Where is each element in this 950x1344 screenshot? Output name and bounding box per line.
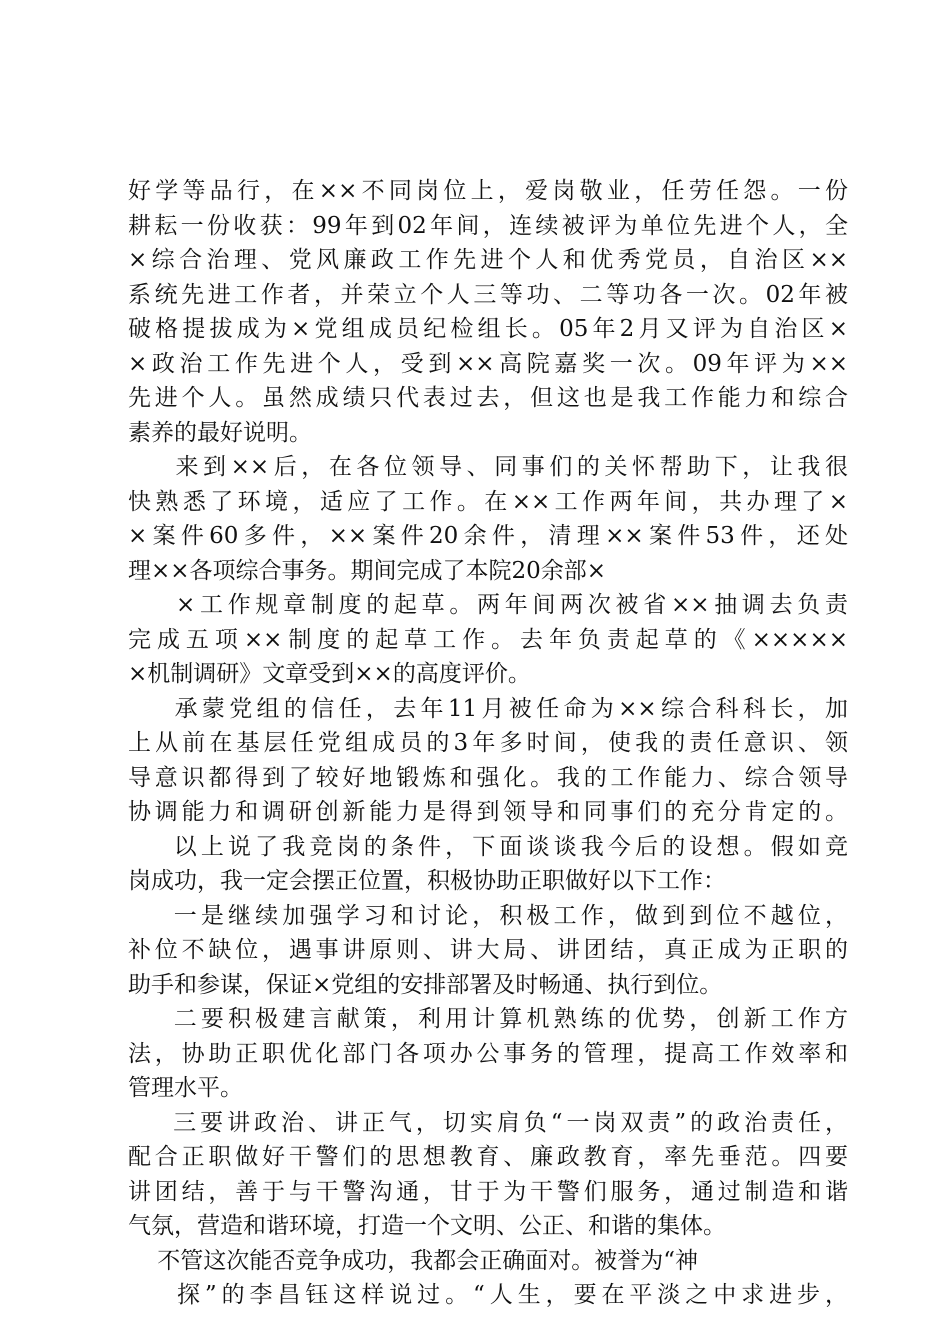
text-line: 不管这次能否竞争成功，我都会正确面对。被誉为“神: [128, 1247, 699, 1274]
text-line: 导意识都得到了较好地锻炼和强化。我的工作能力、综合领导: [128, 764, 848, 791]
text-line: 三要讲政治、讲正气，切实肩负“一岗双责”的政治责任，: [128, 1109, 848, 1136]
text-line: 以上说了我竞岗的条件，下面谈谈我今后的设想。假如竞: [128, 833, 848, 860]
text-line: 协调能力和调研创新能力是得到领导和同事们的充分肯定的。: [128, 799, 848, 825]
text-line: 来到××后，在各位领导、同事们的关怀帮助下，让我很: [128, 454, 848, 480]
text-line: 先进个人。虽然成绩只代表过去，但这也是我工作能力和综合: [128, 385, 848, 411]
text-line: 快熟悉了环境，适应了工作。在××工作两年间，共办理了×: [128, 488, 848, 515]
text-line: 探”的李昌钰这样说过。“人生，要在平淡之中求进步，: [128, 1282, 848, 1308]
text-line: 补位不缺位，遇事讲原则、讲大局、讲团结，真正成为正职的: [128, 937, 848, 963]
text-line: 理××各项综合事务。期间完成了本院20余部×: [128, 557, 607, 584]
text-line: 助手和参谋，保证×党组的安排部署及时畅通、执行到位。: [128, 971, 723, 998]
text-line: 一是继续加强学习和讨论，积极工作，做到到位不越位，: [128, 902, 848, 929]
text-line: 管理水平。: [128, 1075, 243, 1101]
text-line: 耕耘一份收获：99年到02年间，连续被评为单位先进个人，全: [128, 212, 848, 239]
document-body: [128, 174, 848, 1313]
text-line: 气氛，营造和谐环境，打造一个文明、公正、和谐的集体。: [128, 1213, 726, 1239]
text-line: ×机制调研》文章受到××的高度评价。: [128, 661, 531, 687]
text-line: 配合正职做好干警们的思想教育、廉政教育，率先垂范。四要: [128, 1144, 848, 1170]
text-line: 破格提拔成为×党组成员纪检组长。05年2月又评为自治区×: [128, 316, 848, 342]
text-line: 系统先进工作者，并荣立个人三等功、二等功各一次。02年被: [128, 281, 848, 308]
text-line: ×综合治理、党风廉政工作先进个人和优秀党员，自治区××: [128, 247, 848, 273]
text-line: 法，协助正职优化部门各项办公事务的管理，提高工作效率和: [128, 1040, 848, 1067]
text-line: 承蒙党组的信任，去年11月被任命为××综合科科长，加: [128, 695, 848, 722]
text-line: 上从前在基层任党组成员的3年多时间，使我的责任意识、领: [128, 730, 848, 756]
text-line: 完成五项××制度的起草工作。去年负责起草的《×××××: [128, 626, 848, 653]
text-line: ×工作规章制度的起草。两年间两次被省××抽调去负责: [128, 592, 848, 618]
text-line: ×政治工作先进个人，受到××高院嘉奖一次。09年评为××: [128, 350, 848, 377]
text-line: ×案件60多件，××案件20余件，清理××案件53件，还处: [128, 523, 848, 549]
text-line: 素养的最好说明。: [128, 419, 312, 446]
text-line: 好学等品行，在××不同岗位上，爱岗敬业，任劳任怨。一份: [128, 178, 848, 204]
text-line: 讲团结，善于与干警沟通，甘于为干警们服务，通过制造和谐: [128, 1178, 848, 1205]
text-line: 岗成功，我一定会摆正位置，积极协助正职做好以下工作：: [128, 868, 726, 894]
text-line: 二要积极建言献策，利用计算机熟练的优势，创新工作方: [128, 1006, 848, 1032]
